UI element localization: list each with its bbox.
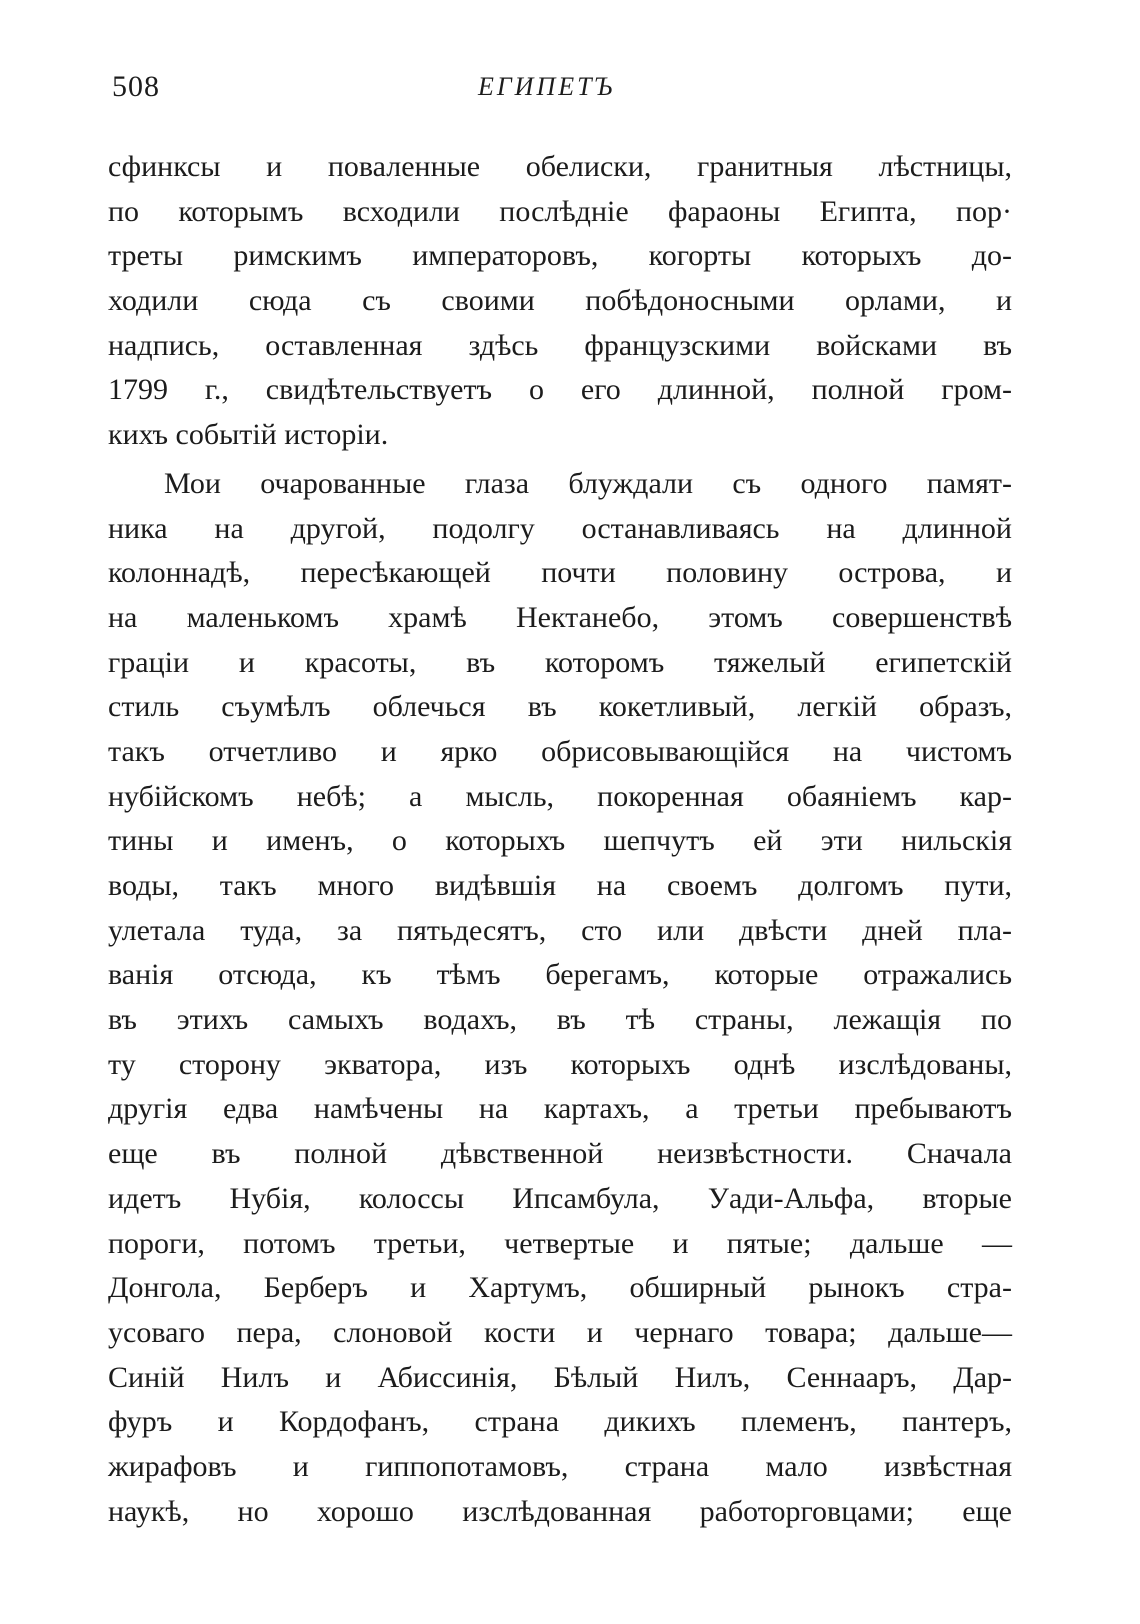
text-line: идетъ Нубiя, колоссы Ипсамбула, Уади-Альфа, вторые xyxy=(108,1181,1012,1215)
text-line: грацiи и красоты, въ которомъ тяжелый египетскiй xyxy=(108,645,1012,679)
text-line: колоннадѣ, пересѣкающей почти половину острова, и xyxy=(108,556,1012,590)
text-line: кихъ событiй исторiи. xyxy=(108,418,389,452)
text-line: 1799 г., свидѣтельствуетъ о его длинной, полной гром- xyxy=(108,373,1012,407)
page-number: 508 xyxy=(112,70,160,103)
text-line: усоваго пера, слоновой кости и чернаго товара; дальше— xyxy=(108,1315,1012,1349)
text-line: сфинксы и поваленные обелиски, гранитныя лѣстницы, xyxy=(108,150,1012,183)
text-line: ту сторону экватора, изъ которыхъ однѣ изслѣдованы, xyxy=(108,1047,1012,1081)
text-line: ходили сюда съ своими побѣдоносными орлами, и xyxy=(108,284,1012,318)
text-line: ника на другой, подолгу останавливаясь на длинной xyxy=(108,511,1012,545)
text-line: фуръ и Кордофанъ, страна дикихъ племенъ, пантеръ, xyxy=(108,1405,1012,1439)
page-header xyxy=(108,70,1008,114)
text-line: Донгола, Берберъ и Хартумъ, обширный рынокъ стра- xyxy=(108,1271,1012,1305)
text-line: еще въ полной дѣвственной неизвѣстности. Сначала xyxy=(108,1137,1012,1171)
text-line: наукѣ, но хорошо изслѣдованная работорговцами; еще xyxy=(108,1494,1012,1528)
text-line: надпись, оставленная здѣсь французскими войсками въ xyxy=(108,328,1012,362)
text-line: стиль съумѣлъ облечься въ кокетливый, легкiй образъ, xyxy=(108,690,1012,724)
text-line: нубiйскомъ небѣ; а мысль, покоренная обаянiемъ кар- xyxy=(108,779,1012,813)
text-line: другiя едва намѣчены на картахъ, а третьи пребываютъ xyxy=(108,1092,1012,1126)
text-line: улетала туда, за пятьдесятъ, сто или двѣсти дней пла- xyxy=(108,913,1012,947)
text-line: Мои очарованные глаза блуждали съ одного памят- xyxy=(164,466,1012,500)
text-line: жирафовъ и гиппопотамовъ, страна мало извѣстная xyxy=(108,1449,1012,1483)
text-line: по которымъ всходили послѣднiе фараоны Египта, пор· xyxy=(108,194,1012,228)
body-text xyxy=(108,145,1012,1534)
text-line: ванiя отсюда, къ тѣмъ берегамъ, которые отражались xyxy=(108,958,1012,992)
text-line: пороги, потомъ третьи, четвертые и пятые; дальше — xyxy=(108,1226,1012,1260)
text-line: въ этихъ самыхъ водахъ, въ тѣ страны, лежащiя по xyxy=(108,1003,1012,1037)
text-line: такъ отчетливо и ярко обрисовывающiйся на чистомъ xyxy=(108,734,1012,768)
text-line: на маленькомъ храмѣ Нектанебо, этомъ совершенствѣ xyxy=(108,600,1012,634)
text-line: Синiй Нилъ и Абиссинiя, Бѣлый Нилъ, Сеннааръ, Дар- xyxy=(108,1360,1012,1394)
text-line: воды, такъ много видѣвшiя на своемъ долгомъ пути, xyxy=(108,869,1012,902)
running-title: ЕГИПЕТЪ xyxy=(478,72,616,101)
text-line: треты римскимъ императоровъ, когорты которыхъ до- xyxy=(108,239,1012,273)
text-line: тины и именъ, о которыхъ шепчутъ ей эти нильскiя xyxy=(108,824,1012,858)
